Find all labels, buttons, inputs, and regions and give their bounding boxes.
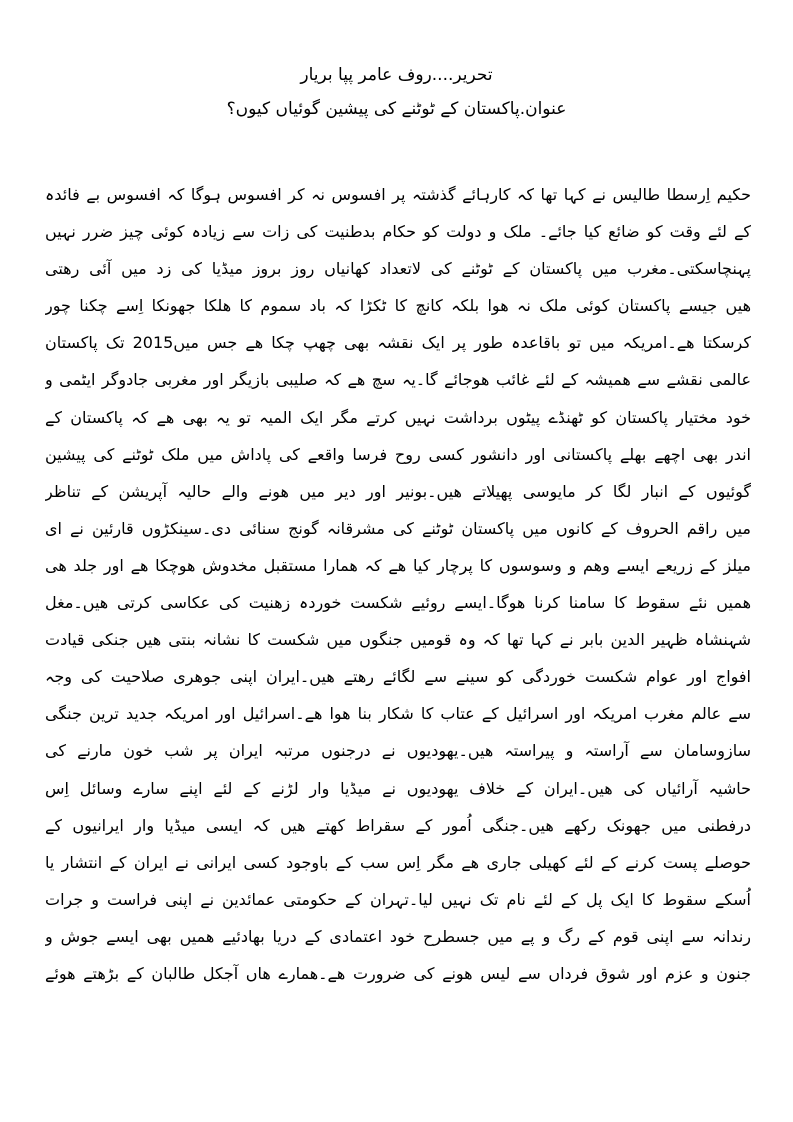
body-line: شہنشاہ ظہیر الدین بابر نے کہا تھا کہ وہ قومیں جنگوں میں شکست کا نشانہ بنتی ھیں جنکی قیادت bbox=[45, 630, 751, 650]
body-line: افواج اور عوام شکست خوردگی کو سینے سے لگائے رھتے ھیں۔ایران اپنی جوھری صلاحیت کی وجہ bbox=[45, 667, 751, 687]
body-line: ھیں جیسے پاکستان کوئی ملک نہ ھوا بلکہ کانچ کا ٹکڑا کہ باد سموم کا ھلکا جھونکا اِسے چکنا چور bbox=[45, 296, 751, 316]
body-line: میں راقم الحروف کے کانوں میں پاکستان ٹوٹنے کی مشرقانہ گونج سنائی دی۔سینکڑوں قارئین نے ای bbox=[45, 518, 751, 538]
article-body bbox=[45, 176, 751, 992]
body-line: اُسکے سقوط کا ایک پل کے لئے نام تک نہیں لیا۔تہران کے حکومتی عمائدین نے اپنی فراست و جرات bbox=[45, 889, 751, 909]
body-line: حکیم اِرسطا طالیس نے کہا تھا کہ کارہائے گذشتہ پر افسوس نہ کر افسوس ہوگا کہ افسوس بے فائدہ bbox=[45, 185, 751, 204]
body-line: اندر بھی اچھے بھلے پاکستانی اور دانشور کسی روح فرسا واقعے کی پاداش میں ملک ٹوٹنے کی پیشین bbox=[45, 444, 751, 464]
title-line: عنوان.پاکستان کے ٹوٹنے کی پیشین گوئیاں کیوں؟ bbox=[226, 99, 567, 119]
author-line: تحریر....روف عامر پپا بریار bbox=[300, 65, 493, 85]
body-line: حوصلے پست کرنے کے لئے کھیلی جاری ھے مگر اِس سب کے باوجود کسی ایرانی نے ایران کے انتشار یا bbox=[45, 852, 751, 872]
body-line: جنون و عزم اور شوق فرداں سے لیس ھونے کی ضرورت ھے۔ھمارے ھاں آجکل طالبان کے بڑھتے ھوئے bbox=[45, 963, 751, 983]
body-line: سازوسامان سے آراستہ و پیراستہ ھیں۔یھودیوں نے درجنوں مرتبہ ایران پر شب خون مارنے کی bbox=[45, 741, 751, 761]
body-line: کے لئے وقت کو ضائع کیا جائے۔ ملک و دولت کو حکام بدطنیت کی زات سے زیادہ کوئی چیز ضرر نہیں bbox=[45, 222, 751, 242]
body-line: ھمیں نئے سقوط کا سامنا کرنا ھوگا۔ایسے روئیے شکست خوردہ زھنیت کی عکاسی کرتی ھیں۔مغل bbox=[45, 593, 751, 613]
body-line: سے عالم مغرب امریکہ اور اسرائیل کے عتاب کا شکار بنا ھوا ھے۔اسرائیل اور امریکہ جدید ترین جنگی bbox=[45, 704, 751, 724]
body-line: خود مختیار پاکستان کو ٹھنڈے پیٹوں برداشت نہیں کرتے مگر ایک المیہ تو یہ بھی ھے کہ پاکستان کے bbox=[45, 407, 751, 427]
body-line: کرسکتا ھے۔امریکہ میں تو باقاعدہ طور پر ایک نقشہ بھی چھپ چکا ھے جس میں2015 تک پاکستان bbox=[45, 333, 751, 353]
body-line: درفطنی میں جھونک رکھے ھیں۔جنگی اُمور کے سقراط کھتے ھیں کہ ایسی میڈیا وار ایرانیوں کے bbox=[45, 815, 751, 835]
body-line: حاشیہ آرائیاں کی ھیں۔ایران کے خلاف یھودیوں نے میڈیا وار لڑنے کے لئے اپنے سارے وسائل اِس bbox=[45, 778, 751, 798]
body-line: رندانہ سے اپنی قوم کے رگ و پے میں جسطرح خود اعتمادی کے دریا بھادئیے ھمیں بھی ایسے جوش و bbox=[45, 926, 751, 946]
document-header bbox=[0, 58, 793, 126]
body-line: میلز کے زریعے ایسے وھم و وسوسوں کا پرچار کیا ھے کہ ھمارا مستقبل مخدوش ھوچکا ھے اور جلد ھی bbox=[45, 555, 751, 575]
body-line: گوئیوں کے انبار لگا کر مایوسی پھیلاتے ھیں۔بونیر اور دیر میں ھونے والے حالیہ آپریشن کے تناظر bbox=[45, 481, 751, 501]
body-line: عالمی نقشے سے ھمیشہ کے لئے غائب ھوجائے گا۔یہ سچ ھے کہ صلیبی بازیگر اور مغربی جادوگر ایٹمی و bbox=[45, 370, 751, 390]
body-line: پہنچاسکتی۔مغرب میں پاکستان کے ٹوٹنے کی لاتعداد کھانیاں روز بروز میڈیا کی زد میں آئی رھتی bbox=[45, 259, 751, 279]
